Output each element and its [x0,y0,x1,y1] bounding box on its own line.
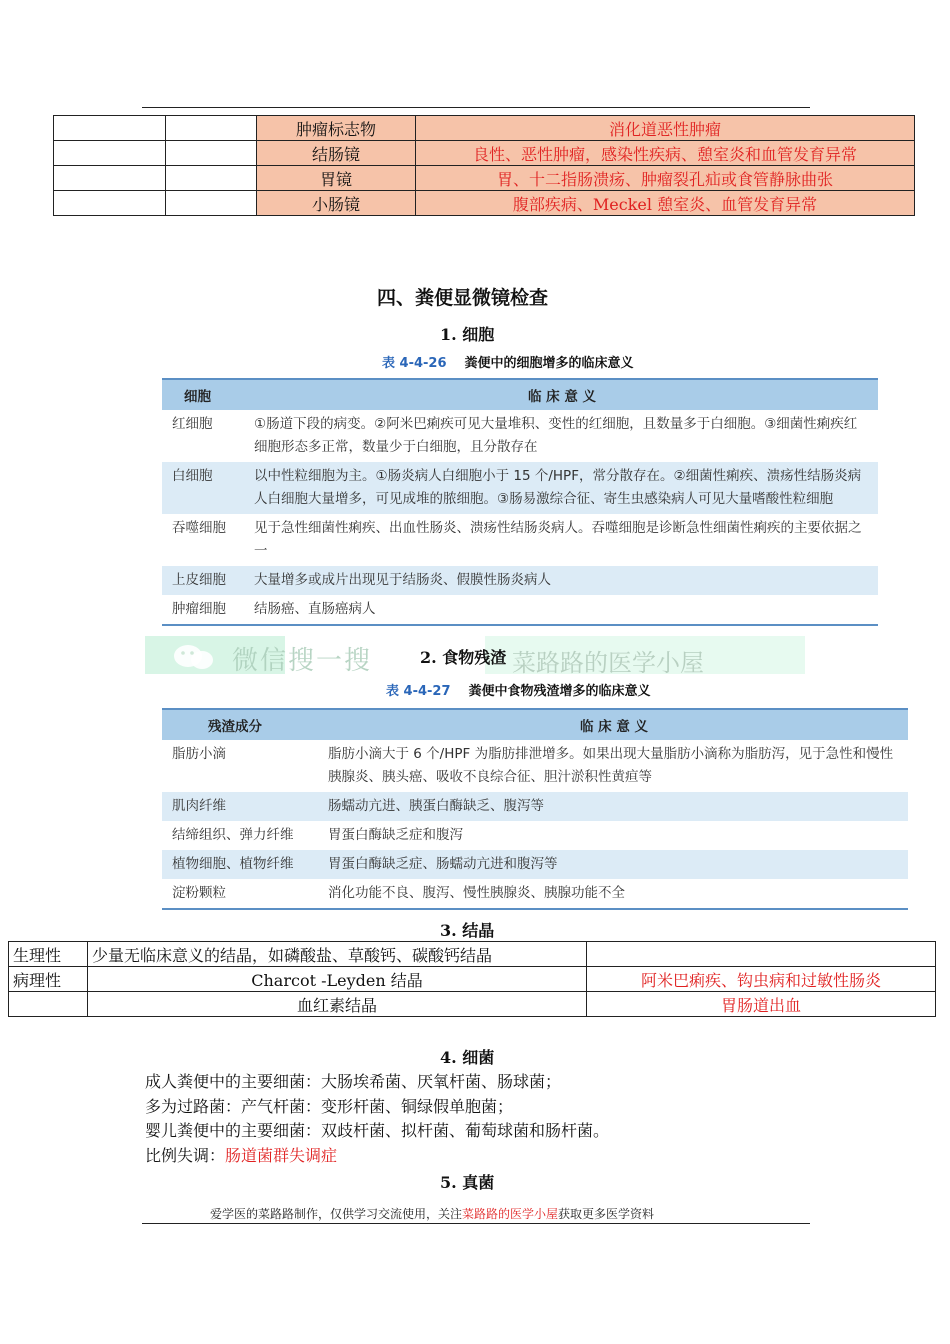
bacteria-line [145,1144,845,1169]
food-table [162,708,908,910]
food-head-v: 临 床 意 义 [579,719,649,735]
exam-indication: 良性、恶性肿瘤，感染性疾病、憩室炎和血管发育异常 [416,141,915,166]
crystal-table [8,941,936,1017]
food-table-value: 胃蛋白酶缺乏症和腹泻 [328,827,463,843]
crystal-note: 阿米巴痢疾、钩虫病和过敏性肠炎 [587,967,936,992]
exam-indication: 消化道恶性肿瘤 [416,116,915,141]
cells-table-value: 结肠癌、直肠癌病人 [254,601,376,617]
table1-caption-text: 粪便中的细胞增多的临床意义 [464,356,634,371]
crystal-desc: Charcot -Leyden 结晶 [88,967,587,992]
bacteria-line: 多为过路菌：产气杆菌：变形杆菌、铜绿假单胞菌； [145,1096,514,1116]
wechat-icon [166,640,224,672]
cells-table-head [162,378,878,410]
cells-table-value: 见于急性细菌性痢疾、出血性肠炎、溃疡性结肠炎病人。吞噬细胞是诊断急性细菌性痢疾的主要依据之一 [254,520,862,559]
subheading-bacteria: 4. 细菌 [440,1048,495,1067]
crystal-desc: 少量无临床意义的结晶，如磷酸盐、草酸钙、碳酸钙结晶 [88,942,587,967]
food-table-row [162,792,908,821]
food-table-row [162,879,908,908]
empty-cell [54,191,166,216]
food-table-row [162,850,908,879]
empty-cell [54,116,166,141]
food-table-key: 植物细胞、植物纤维 [172,856,294,872]
footer-part: 爱学医的菜路路制作，仅供学习交流使用，关注 [210,1207,463,1221]
table2-caption-num: 表 4-4-27 [386,684,451,699]
food-table-key: 肌肉纤维 [172,798,226,814]
cells-table-key: 吞噬细胞 [172,520,226,536]
crystal-note: 胃肠道出血 [587,992,936,1017]
exam-name: 小肠镜 [257,191,416,216]
table2-caption [386,680,651,699]
crystal-row [9,942,936,967]
cells-table-value: ①肠道下段的病变。②阿米巴痢疾可见大量堆积、变性的红细胞，且数量多于白细胞。③细菌性痢疾红细胞形态多正常，数量少于白细胞，且分散存在 [254,416,858,455]
cells-table [162,378,878,626]
food-table-head [162,708,908,740]
exam-name: 胃镜 [257,166,416,191]
subheading-food: 2. 食物残渣 [420,648,507,667]
cells-table-value: 以中性粒细胞为主。①肠炎病人白细胞小于 15 个/HPF，常分散存在。②细菌性痢疾、溃疡性结肠炎病人白细胞大量增多，可见成堆的脓细胞。③肠易激综合征、寄生虫感染病人可见大量嗜酸性粒细胞 [254,468,862,507]
exam-indication: 腹部疾病、Meckel 憩室炎、血管发育异常 [416,191,915,216]
crystal-label: 病理性 [9,967,88,992]
empty-cell [166,191,257,216]
exam-indication: 胃、十二指肠溃疡、肿瘤裂孔疝或食管静脉曲张 [416,166,915,191]
empty-cell [166,166,257,191]
empty-cell [166,116,257,141]
cells-table-value: 大量增多或成片出现见于结肠炎、假膜性肠炎病人 [254,572,551,588]
top-table [53,115,915,216]
food-head-k: 残渣成分 [208,719,262,735]
food-table-row [162,740,908,792]
imbalance-value: 肠道菌群失调症 [225,1145,338,1165]
exam-name: 结肠镜 [257,141,416,166]
top-table-row [54,166,915,191]
cells-table-key: 白细胞 [172,468,213,484]
footer-rule [142,1223,810,1224]
cells-table-row [162,410,878,462]
cells-table-row [162,566,878,595]
header-rule [142,107,810,108]
food-table-key: 结缔组织、弹力纤维 [172,827,294,843]
cells-table-key: 肿瘤细胞 [172,601,226,617]
imbalance-label: 比例失调： [145,1145,226,1165]
footer-text [210,1205,654,1222]
food-table-value: 胃蛋白酶缺乏症、肠蠕动亢进和腹泻等 [328,856,558,872]
subheading-crystal: 3. 结晶 [440,921,495,940]
footer-part: 获取更多医学资料 [558,1207,655,1221]
food-table-bottom-rule [162,908,908,910]
cells-table-key: 红细胞 [172,416,213,432]
crystal-label [9,992,88,1017]
top-table-row [54,141,915,166]
subheading-fungi: 5. 真菌 [440,1173,495,1192]
food-table-row [162,821,908,850]
top-table-row [54,116,915,141]
top-table-row [54,191,915,216]
crystal-note [587,942,936,967]
subheading-cells: 1. 细胞 [440,325,495,344]
bacteria-paragraph [145,1070,845,1168]
cells-table-row [162,514,878,566]
bacteria-line: 成人粪便中的主要细菌：大肠埃希菌、厌氧杆菌、肠球菌； [145,1072,562,1091]
food-table-key: 淀粉颗粒 [172,885,226,901]
cells-head-v: 临 床 意 义 [527,389,597,405]
empty-cell [54,141,166,166]
footer-link: 菜路路的医学小屋 [462,1207,559,1221]
table2-caption-text: 粪便中食物残渣增多的临床意义 [468,684,651,699]
crystal-row [9,992,936,1017]
crystal-row [9,967,936,992]
exam-name: 肿瘤标志物 [257,116,416,141]
cells-table-row [162,462,878,514]
cells-table-bottom-rule [162,624,878,626]
cells-table-row [162,595,878,624]
food-table-key: 脂肪小滴 [172,746,226,762]
crystal-desc: 血红素结晶 [88,992,587,1017]
section-title: 四、粪便显微镜检查 [377,287,549,309]
empty-cell [166,141,257,166]
cells-head-k: 细胞 [184,389,211,405]
watermark-text: 微信搜一搜 [232,646,373,676]
food-table-value: 脂肪小滴大于 6 个/HPF 为脂肪排泄增多。如果出现大量脂肪小滴称为脂肪泻，见于急性和慢性胰腺炎、胰头癌、吸收不良综合征、胆汁淤积性黄疸等 [328,746,894,785]
empty-cell [54,166,166,191]
food-table-value: 消化功能不良、腹泻、慢性胰腺炎、胰腺功能不全 [328,885,625,901]
food-table-value: 肠蠕动亢进、胰蛋白酶缺乏、腹泻等 [328,798,544,814]
table1-caption-num: 表 4-4-26 [382,356,447,371]
bacteria-line: 婴儿粪便中的主要细菌：双歧杆菌、拟杆菌、葡萄球菌和肠杆菌。 [145,1121,610,1140]
cells-table-key: 上皮细胞 [172,572,226,588]
watermark-tail: 菜路路的医学小屋 [512,649,704,677]
crystal-label: 生理性 [9,942,88,967]
table1-caption [382,352,634,371]
